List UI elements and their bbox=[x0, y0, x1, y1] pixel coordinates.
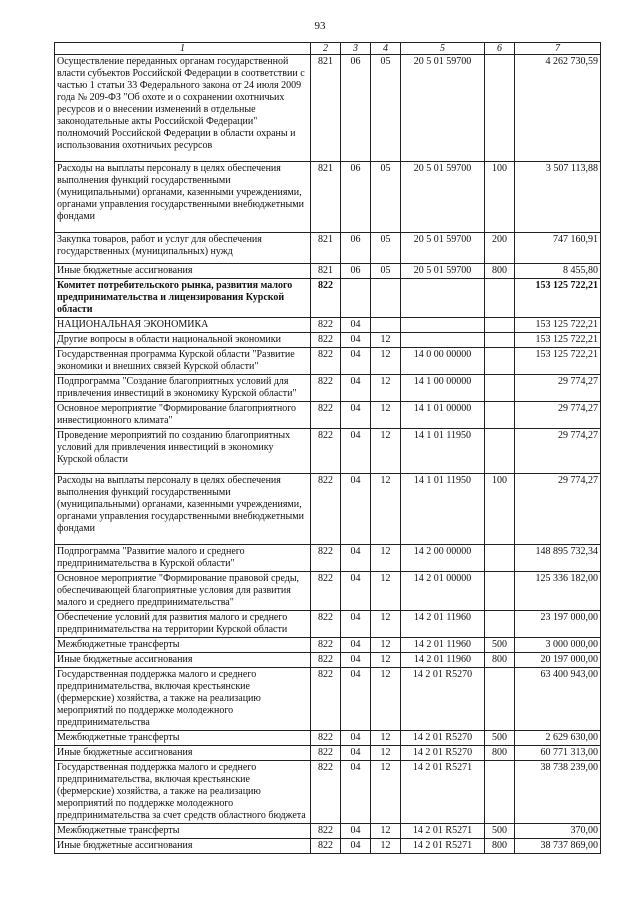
target-article-cell: 20 5 01 59700 bbox=[401, 233, 485, 264]
amount-cell: 153 125 722,21 bbox=[515, 333, 601, 348]
amount-cell: 3 507 113,88 bbox=[515, 162, 601, 233]
grbs-cell: 822 bbox=[311, 731, 341, 746]
subsection-cell: 12 bbox=[371, 474, 401, 545]
expense-type-cell bbox=[485, 545, 515, 572]
target-article-cell: 14 1 01 11950 bbox=[401, 474, 485, 545]
section-cell: 04 bbox=[341, 824, 371, 839]
subsection-cell: 12 bbox=[371, 731, 401, 746]
subsection-cell bbox=[371, 279, 401, 318]
table-row bbox=[55, 611, 601, 638]
section-cell: 04 bbox=[341, 746, 371, 761]
row-name: Расходы на выплаты персоналу в целях обеспечения выполнения функций государственными (муниципальными) органами, казенными учреждениями, органами управления государственными внебюджетными фондами bbox=[55, 162, 311, 233]
amount-cell: 29 774,27 bbox=[515, 375, 601, 402]
expense-type-cell bbox=[485, 402, 515, 429]
target-article-cell: 14 2 01 R5270 bbox=[401, 668, 485, 731]
expense-type-cell bbox=[485, 318, 515, 333]
expense-type-cell bbox=[485, 572, 515, 611]
row-name: Иные бюджетные ассигнования bbox=[55, 746, 311, 761]
section-cell: 04 bbox=[341, 638, 371, 653]
amount-cell: 29 774,27 bbox=[515, 474, 601, 545]
expense-type-cell: 500 bbox=[485, 638, 515, 653]
amount-cell: 8 455,80 bbox=[515, 264, 601, 279]
table-row bbox=[55, 55, 601, 162]
target-article-cell: 20 5 01 59700 bbox=[401, 162, 485, 233]
grbs-cell: 821 bbox=[311, 264, 341, 279]
row-name: Проведение мероприятий по созданию благоприятных условий для привлечения инвестиций в экономику Курской области bbox=[55, 429, 311, 474]
row-name: Государственная поддержка малого и среднего предпринимательства, включая крестьянские (фермерские) хозяйства, а также на реализацию мероприятий по поддержке молодежного предпринимательства за счет средств областного бюджета bbox=[55, 761, 311, 824]
target-article-cell: 14 2 01 R5271 bbox=[401, 839, 485, 854]
target-article-cell: 14 2 01 11960 bbox=[401, 653, 485, 668]
expense-type-cell: 500 bbox=[485, 731, 515, 746]
amount-cell: 148 895 732,34 bbox=[515, 545, 601, 572]
section-cell: 06 bbox=[341, 55, 371, 162]
column-header: 6 bbox=[485, 43, 515, 55]
amount-cell: 4 262 730,59 bbox=[515, 55, 601, 162]
subsection-cell: 12 bbox=[371, 402, 401, 429]
expense-type-cell: 500 bbox=[485, 824, 515, 839]
grbs-cell: 822 bbox=[311, 348, 341, 375]
grbs-cell: 822 bbox=[311, 839, 341, 854]
target-article-cell: 14 2 01 R5271 bbox=[401, 824, 485, 839]
section-cell: 04 bbox=[341, 761, 371, 824]
expense-type-cell bbox=[485, 611, 515, 638]
section-cell: 04 bbox=[341, 375, 371, 402]
table-row bbox=[55, 824, 601, 839]
grbs-cell: 822 bbox=[311, 638, 341, 653]
amount-cell: 153 125 722,21 bbox=[515, 348, 601, 375]
target-article-cell: 14 2 01 11960 bbox=[401, 611, 485, 638]
subsection-cell: 12 bbox=[371, 545, 401, 572]
table-row bbox=[55, 233, 601, 264]
column-header: 1 bbox=[55, 43, 311, 55]
table-body bbox=[55, 55, 601, 854]
table-row bbox=[55, 318, 601, 333]
grbs-cell: 822 bbox=[311, 824, 341, 839]
section-cell: 04 bbox=[341, 653, 371, 668]
table-row bbox=[55, 668, 601, 731]
table-row bbox=[55, 402, 601, 429]
grbs-cell: 822 bbox=[311, 474, 341, 545]
row-name: Межбюджетные трансферты bbox=[55, 638, 311, 653]
expense-type-cell: 100 bbox=[485, 474, 515, 545]
grbs-cell: 821 bbox=[311, 55, 341, 162]
row-name: Иные бюджетные ассигнования bbox=[55, 653, 311, 668]
amount-cell: 38 738 239,00 bbox=[515, 761, 601, 824]
table-row bbox=[55, 162, 601, 233]
subsection-cell: 12 bbox=[371, 375, 401, 402]
target-article-cell: 14 2 00 00000 bbox=[401, 545, 485, 572]
section-cell: 04 bbox=[341, 429, 371, 474]
expense-type-cell: 800 bbox=[485, 839, 515, 854]
amount-cell: 29 774,27 bbox=[515, 429, 601, 474]
amount-cell: 3 000 000,00 bbox=[515, 638, 601, 653]
expense-type-cell bbox=[485, 375, 515, 402]
row-name: Расходы на выплаты персоналу в целях обеспечения выполнения функций государственными (муниципальными) органами, казенными учреждениями, органами управления государственными внебюджетными фондами bbox=[55, 474, 311, 545]
budget-table bbox=[54, 42, 601, 854]
section-cell: 04 bbox=[341, 402, 371, 429]
expense-type-cell: 800 bbox=[485, 264, 515, 279]
grbs-cell: 822 bbox=[311, 668, 341, 731]
row-name: Государственная программа Курской области "Развитие экономики и внешних связей Курской области" bbox=[55, 348, 311, 375]
subsection-cell: 05 bbox=[371, 162, 401, 233]
expense-type-cell bbox=[485, 348, 515, 375]
section-cell: 04 bbox=[341, 474, 371, 545]
grbs-cell: 822 bbox=[311, 279, 341, 318]
grbs-cell: 822 bbox=[311, 761, 341, 824]
column-header: 3 bbox=[341, 43, 371, 55]
expense-type-cell bbox=[485, 55, 515, 162]
table-row bbox=[55, 653, 601, 668]
table-row bbox=[55, 333, 601, 348]
expense-type-cell bbox=[485, 333, 515, 348]
table-row bbox=[55, 474, 601, 545]
subsection-cell: 12 bbox=[371, 611, 401, 638]
expense-type-cell: 200 bbox=[485, 233, 515, 264]
expense-type-cell: 800 bbox=[485, 653, 515, 668]
target-article-cell: 14 2 01 00000 bbox=[401, 572, 485, 611]
grbs-cell: 822 bbox=[311, 545, 341, 572]
section-cell: 04 bbox=[341, 668, 371, 731]
subsection-cell: 05 bbox=[371, 264, 401, 279]
target-article-cell: 14 0 00 00000 bbox=[401, 348, 485, 375]
table-row bbox=[55, 375, 601, 402]
subsection-cell: 12 bbox=[371, 348, 401, 375]
section-cell: 04 bbox=[341, 545, 371, 572]
expense-type-cell bbox=[485, 668, 515, 731]
amount-cell: 20 197 000,00 bbox=[515, 653, 601, 668]
row-name: Закупка товаров, работ и услуг для обеспечения государственных (муниципальных) нужд bbox=[55, 233, 311, 264]
subsection-cell: 12 bbox=[371, 429, 401, 474]
target-article-cell: 14 2 01 R5270 bbox=[401, 731, 485, 746]
section-cell: 06 bbox=[341, 233, 371, 264]
amount-cell: 153 125 722,21 bbox=[515, 318, 601, 333]
table-row bbox=[55, 429, 601, 474]
section-cell: 04 bbox=[341, 333, 371, 348]
grbs-cell: 822 bbox=[311, 746, 341, 761]
grbs-cell: 821 bbox=[311, 162, 341, 233]
table-row bbox=[55, 839, 601, 854]
section-cell bbox=[341, 279, 371, 318]
subsection-cell: 05 bbox=[371, 233, 401, 264]
subsection-cell: 05 bbox=[371, 55, 401, 162]
row-name: Основное мероприятие "Формирование благоприятного инвестиционного климата" bbox=[55, 402, 311, 429]
amount-cell: 747 160,91 bbox=[515, 233, 601, 264]
column-header: 4 bbox=[371, 43, 401, 55]
grbs-cell: 822 bbox=[311, 429, 341, 474]
row-name: Обеспечение условий для развития малого и среднего предпринимательства на территории Курской области bbox=[55, 611, 311, 638]
table-row bbox=[55, 746, 601, 761]
expense-type-cell bbox=[485, 429, 515, 474]
subsection-cell: 12 bbox=[371, 824, 401, 839]
page-number: 93 bbox=[314, 20, 326, 32]
section-cell: 04 bbox=[341, 839, 371, 854]
table-row bbox=[55, 545, 601, 572]
table-row bbox=[55, 572, 601, 611]
subsection-cell: 12 bbox=[371, 761, 401, 824]
row-name: Межбюджетные трансферты bbox=[55, 824, 311, 839]
section-cell: 06 bbox=[341, 162, 371, 233]
table-row bbox=[55, 264, 601, 279]
grbs-cell: 822 bbox=[311, 611, 341, 638]
target-article-cell bbox=[401, 318, 485, 333]
row-name: Иные бюджетные ассигнования bbox=[55, 264, 311, 279]
row-name: Подпрограмма "Создание благоприятных условий для привлечения инвестиций в экономику Курской области" bbox=[55, 375, 311, 402]
target-article-cell: 20 5 01 59700 bbox=[401, 264, 485, 279]
section-cell: 04 bbox=[341, 611, 371, 638]
subsection-cell: 12 bbox=[371, 839, 401, 854]
section-cell: 04 bbox=[341, 572, 371, 611]
grbs-cell: 822 bbox=[311, 653, 341, 668]
subsection-cell bbox=[371, 318, 401, 333]
column-header: 7 bbox=[515, 43, 601, 55]
amount-cell: 23 197 000,00 bbox=[515, 611, 601, 638]
row-name: Комитет потребительского рынка, развития малого предпринимательства и лицензирования Курской области bbox=[55, 279, 311, 318]
grbs-cell: 822 bbox=[311, 375, 341, 402]
subsection-cell: 12 bbox=[371, 668, 401, 731]
table-row bbox=[55, 731, 601, 746]
row-name: НАЦИОНАЛЬНАЯ ЭКОНОМИКА bbox=[55, 318, 311, 333]
grbs-cell: 822 bbox=[311, 318, 341, 333]
subsection-cell: 12 bbox=[371, 746, 401, 761]
table-row bbox=[55, 761, 601, 824]
grbs-cell: 822 bbox=[311, 333, 341, 348]
target-article-cell: 20 5 01 59700 bbox=[401, 55, 485, 162]
table-row bbox=[55, 279, 601, 318]
target-article-cell: 14 1 01 00000 bbox=[401, 402, 485, 429]
target-article-cell bbox=[401, 279, 485, 318]
row-name: Подпрограмма "Развитие малого и среднего предпринимательства в Курской области" bbox=[55, 545, 311, 572]
subsection-cell: 12 bbox=[371, 572, 401, 611]
row-name: Иные бюджетные ассигнования bbox=[55, 839, 311, 854]
amount-cell: 370,00 bbox=[515, 824, 601, 839]
target-article-cell: 14 2 01 R5271 bbox=[401, 761, 485, 824]
amount-cell: 153 125 722,21 bbox=[515, 279, 601, 318]
section-cell: 04 bbox=[341, 318, 371, 333]
section-cell: 04 bbox=[341, 348, 371, 375]
amount-cell: 29 774,27 bbox=[515, 402, 601, 429]
column-number-row bbox=[55, 43, 601, 55]
grbs-cell: 822 bbox=[311, 572, 341, 611]
table-row bbox=[55, 348, 601, 375]
section-cell: 06 bbox=[341, 264, 371, 279]
row-name: Другие вопросы в области национальной экономики bbox=[55, 333, 311, 348]
amount-cell: 125 336 182,00 bbox=[515, 572, 601, 611]
section-cell: 04 bbox=[341, 731, 371, 746]
row-name: Государственная поддержка малого и среднего предпринимательства, включая крестьянские (фермерские) хозяйства, а также на реализацию мероприятий по поддержке молодежного предпринимательства bbox=[55, 668, 311, 731]
subsection-cell: 12 bbox=[371, 333, 401, 348]
expense-type-cell bbox=[485, 279, 515, 318]
target-article-cell: 14 2 01 11960 bbox=[401, 638, 485, 653]
table-row bbox=[55, 638, 601, 653]
column-header: 2 bbox=[311, 43, 341, 55]
target-article-cell bbox=[401, 333, 485, 348]
target-article-cell: 14 2 01 R5270 bbox=[401, 746, 485, 761]
grbs-cell: 821 bbox=[311, 233, 341, 264]
expense-type-cell: 800 bbox=[485, 746, 515, 761]
expense-type-cell: 100 bbox=[485, 162, 515, 233]
row-name: Основное мероприятие "Формирование правовой среды, обеспечивающей благоприятные условия для развития малого и среднего предпринимательства" bbox=[55, 572, 311, 611]
target-article-cell: 14 1 00 00000 bbox=[401, 375, 485, 402]
amount-cell: 38 737 869,00 bbox=[515, 839, 601, 854]
expense-type-cell bbox=[485, 761, 515, 824]
amount-cell: 2 629 630,00 bbox=[515, 731, 601, 746]
target-article-cell: 14 1 01 11950 bbox=[401, 429, 485, 474]
column-header: 5 bbox=[401, 43, 485, 55]
row-name: Осуществление переданных органам государственной власти субъектов Российской Федерации в соответствии с частью 1 статьи 33 Федерального закона от 24 июля 2009 года № 209-ФЗ "Об охоте и о сохранении охотничьих ресурсов и о внесении изменений в отдельные законодательные акты Российской Федерации" полномочий Российской Федерации в области охраны и использования охотничьих ресурсов bbox=[55, 55, 311, 162]
grbs-cell: 822 bbox=[311, 402, 341, 429]
amount-cell: 60 771 313,00 bbox=[515, 746, 601, 761]
subsection-cell: 12 bbox=[371, 638, 401, 653]
amount-cell: 63 400 943,00 bbox=[515, 668, 601, 731]
row-name: Межбюджетные трансферты bbox=[55, 731, 311, 746]
subsection-cell: 12 bbox=[371, 653, 401, 668]
